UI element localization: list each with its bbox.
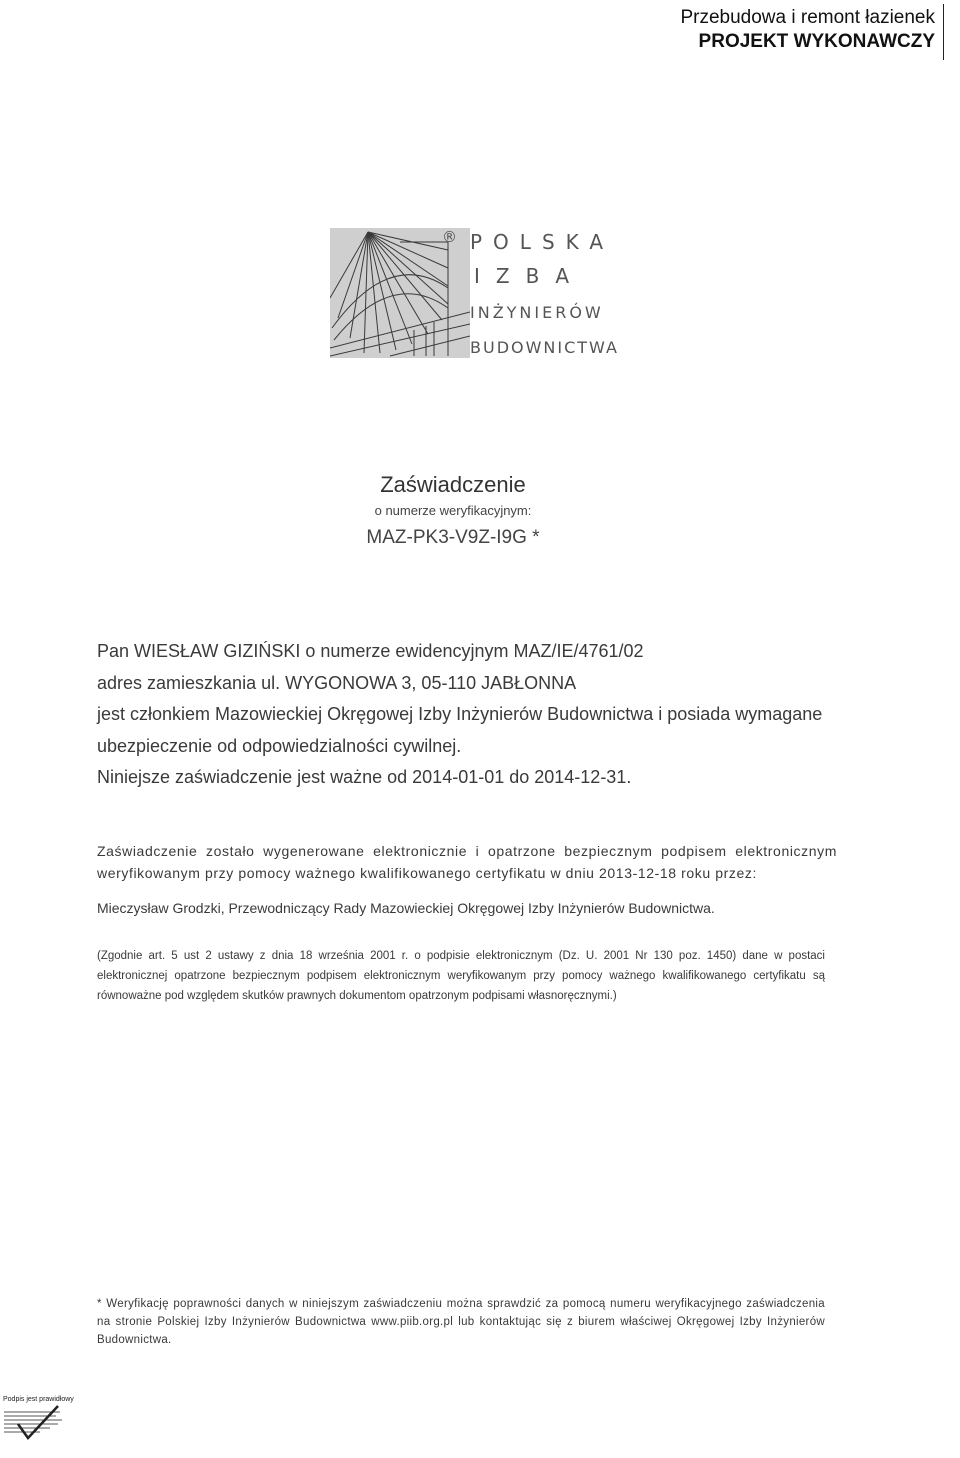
body-line-validity: Niniejsze zaświadczenie jest ważne od 2014-01-01 do 2014-12-31. (97, 767, 632, 787)
header-project-title: Przebudowa i remont łazienek (680, 7, 935, 28)
certificate-title: Zaświadczenie (380, 472, 526, 497)
body-line-name: Pan WIESŁAW GIZIŃSKI o numerze ewidencyjnym MAZ/IE/4761/02 (97, 641, 644, 661)
certificate-body (97, 640, 837, 798)
body-line-membership: jest członkiem Mazowieckiej Okręgowej Izby Inżynierów Budownictwa i posiada wymagane (97, 704, 823, 724)
logo-text-budownictwa: BUDOWNICTWA (470, 338, 619, 357)
piib-logo-graphic (330, 228, 470, 360)
piib-logo (330, 228, 619, 360)
header-project-type: PROJEKT WYKONAWCZY (698, 31, 935, 52)
registered-mark: ® (442, 228, 457, 246)
logo-text-polska: POLSKA (470, 230, 615, 254)
legal-note: (Zgodnie art. 5 ust 2 ustawy z dnia 18 września 2001 r. o podpisie elektronicznym (Dz. U. 2001 Nr 130 poz. 1450) dane w postaci elektronicznej opatrzone bezpiecznym podpisem elektronicznym weryfikowanym przy pomocy ważnego kwalifikowanego certyfikatu są równoważne pod względem skutków prawnych dokumentom opatrzonym podpisami własnoręcznymi.) (97, 950, 825, 1002)
document-header (680, 4, 944, 60)
checkmark-icon (0, 1404, 80, 1448)
body-line-insurance: ubezpieczenie od odpowiedzialności cywilnej. (97, 735, 462, 756)
signatory: Mieczysław Grodzki, Przewodniczący Rady Mazowieckiej Okręgowej Izby Inżynierów Budownictwa. (97, 900, 715, 916)
signature-stamp (0, 1396, 80, 1446)
footnote: * Weryfikację poprawności danych w niniejszym zaświadczeniu można sprawdzić za pomocą numeru weryfikacyjnego zaświadczenia na stronie Polskiej Izby Inżynierów Budownictwa www.piib.org.pl lub kontaktując się z biurem właściwej Okręgowej Izby Inżynierów Budownictwa. (97, 1298, 825, 1346)
body-line-address: adres zamieszkania ul. WYGONOWA 3, 05-110 JABŁONNA (97, 672, 577, 693)
logo-text-inzynierow: INŻYNIERÓW (470, 303, 604, 322)
logo-text-izba: IZBA (474, 264, 586, 288)
generation-statement: Zaświadczenie zostało wygenerowane elektronicznie i opatrzone bezpiecznym podpisem elektronicznym weryfikowanym przy pomocy ważnego kwalifikowanego certyfikatu w dniu 2013-12-18 roku przez: (97, 843, 837, 881)
signature-valid-label: Podpis jest prawidłowy (3, 1396, 74, 1403)
verification-code: MAZ-PK3-V9Z-I9G * (366, 527, 540, 548)
certificate-subtitle: o numerze weryfikacyjnym: (374, 503, 532, 518)
